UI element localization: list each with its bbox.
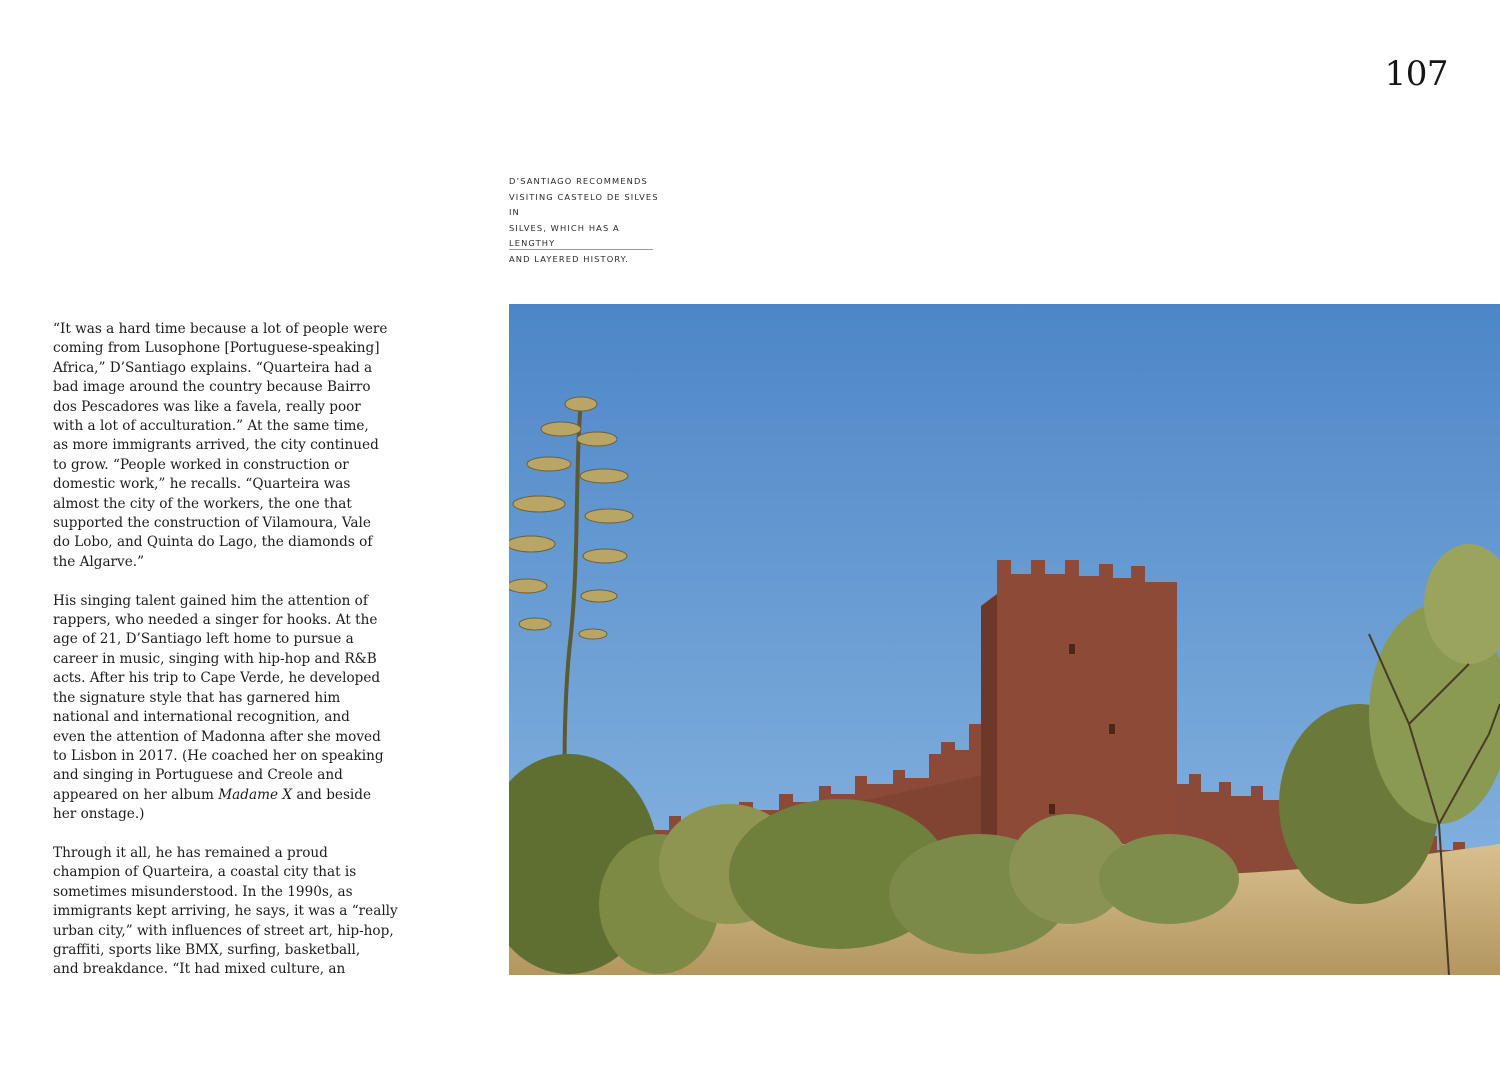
castle-photo <box>509 304 1500 975</box>
text-line: champion of Quarteira, a coastal city that is <box>53 864 357 881</box>
text-line: rappers, who needed a singer for hooks. At the <box>53 612 378 629</box>
text-line: “It was a hard time because a lot of people were <box>53 321 388 337</box>
text-line: bad image around the country because Bairro <box>53 379 371 396</box>
text-line: Africa,” D’Santiago explains. “Quarteira had a <box>53 359 373 376</box>
text-line: graffiti, sports like BMX, surfing, basketball, <box>53 941 361 958</box>
caption-line: SILVES, WHICH HAS A LENGTHY <box>509 222 620 248</box>
text-line: even the attention of Madonna after she moved <box>53 728 381 745</box>
text-line: do Lobo, and Quinta do Lago, the diamonds of <box>53 534 373 551</box>
caption-line: VISITING CASTELO DE SILVES IN <box>509 191 659 217</box>
text-line: the Algarve.” <box>53 553 145 570</box>
text-line: domestic work,” he recalls. “Quarteira was <box>53 476 351 493</box>
caption-line: AND LAYERED HISTORY. <box>509 253 629 264</box>
text-line: and breakdance. “It had mixed culture, an <box>53 961 346 978</box>
text-line: national and international recognition, and <box>53 709 350 726</box>
text-line: career in music, singing with hip-hop and R&B <box>53 650 377 667</box>
caption-line: D’SANTIAGO RECOMMENDS <box>509 176 648 186</box>
album-line-after: and beside <box>292 786 372 803</box>
text-line: dos Pescadores was like a favela, really poor <box>53 398 361 415</box>
text-line: sometimes misunderstood. In the 1990s, as <box>53 883 353 900</box>
text-line: acts. After his trip to Cape Verde, he developed <box>53 670 381 687</box>
text-line: her onstage.) <box>53 806 145 823</box>
body-paragraph <box>53 844 398 980</box>
text-line: to Lisbon in 2017. (He coached her on speaking <box>53 747 384 764</box>
text-line: as more immigrants arrived, the city continued <box>53 437 379 454</box>
text-line: with a lot of acculturation.” At the same time, <box>53 418 369 435</box>
album-title: Madame X <box>218 786 292 803</box>
album-line <box>53 786 383 805</box>
text-line: supported the construction of Vilamoura, Vale <box>53 515 371 532</box>
text-line: the signature style that has garnered him <box>53 689 341 706</box>
album-line-before: appeared on her album <box>53 786 219 803</box>
text-line: urban city,” with influences of street art, hip-hop, <box>53 922 394 939</box>
page-number: 107 <box>1384 54 1448 94</box>
text-line: coming from Lusophone [Portuguese-speaking] <box>53 340 380 357</box>
text-line: His singing talent gained him the attention of <box>53 592 368 609</box>
castle-tower <box>981 560 1177 844</box>
photo-caption <box>509 174 659 267</box>
article-body <box>53 320 398 999</box>
text-line: almost the city of the workers, the one that <box>53 495 352 512</box>
text-line: to grow. “People worked in construction or <box>53 456 349 473</box>
text-line: and singing in Portuguese and Creole and <box>53 767 343 784</box>
body-paragraph <box>53 592 383 825</box>
text-line: immigrants kept arriving, he says, it was a “really <box>53 903 398 920</box>
body-paragraph <box>53 320 388 572</box>
text-line: Through it all, he has remained a proud <box>53 844 328 861</box>
text-line: age of 21, D’Santiago left home to pursue a <box>53 631 354 648</box>
caption-divider <box>509 249 653 250</box>
